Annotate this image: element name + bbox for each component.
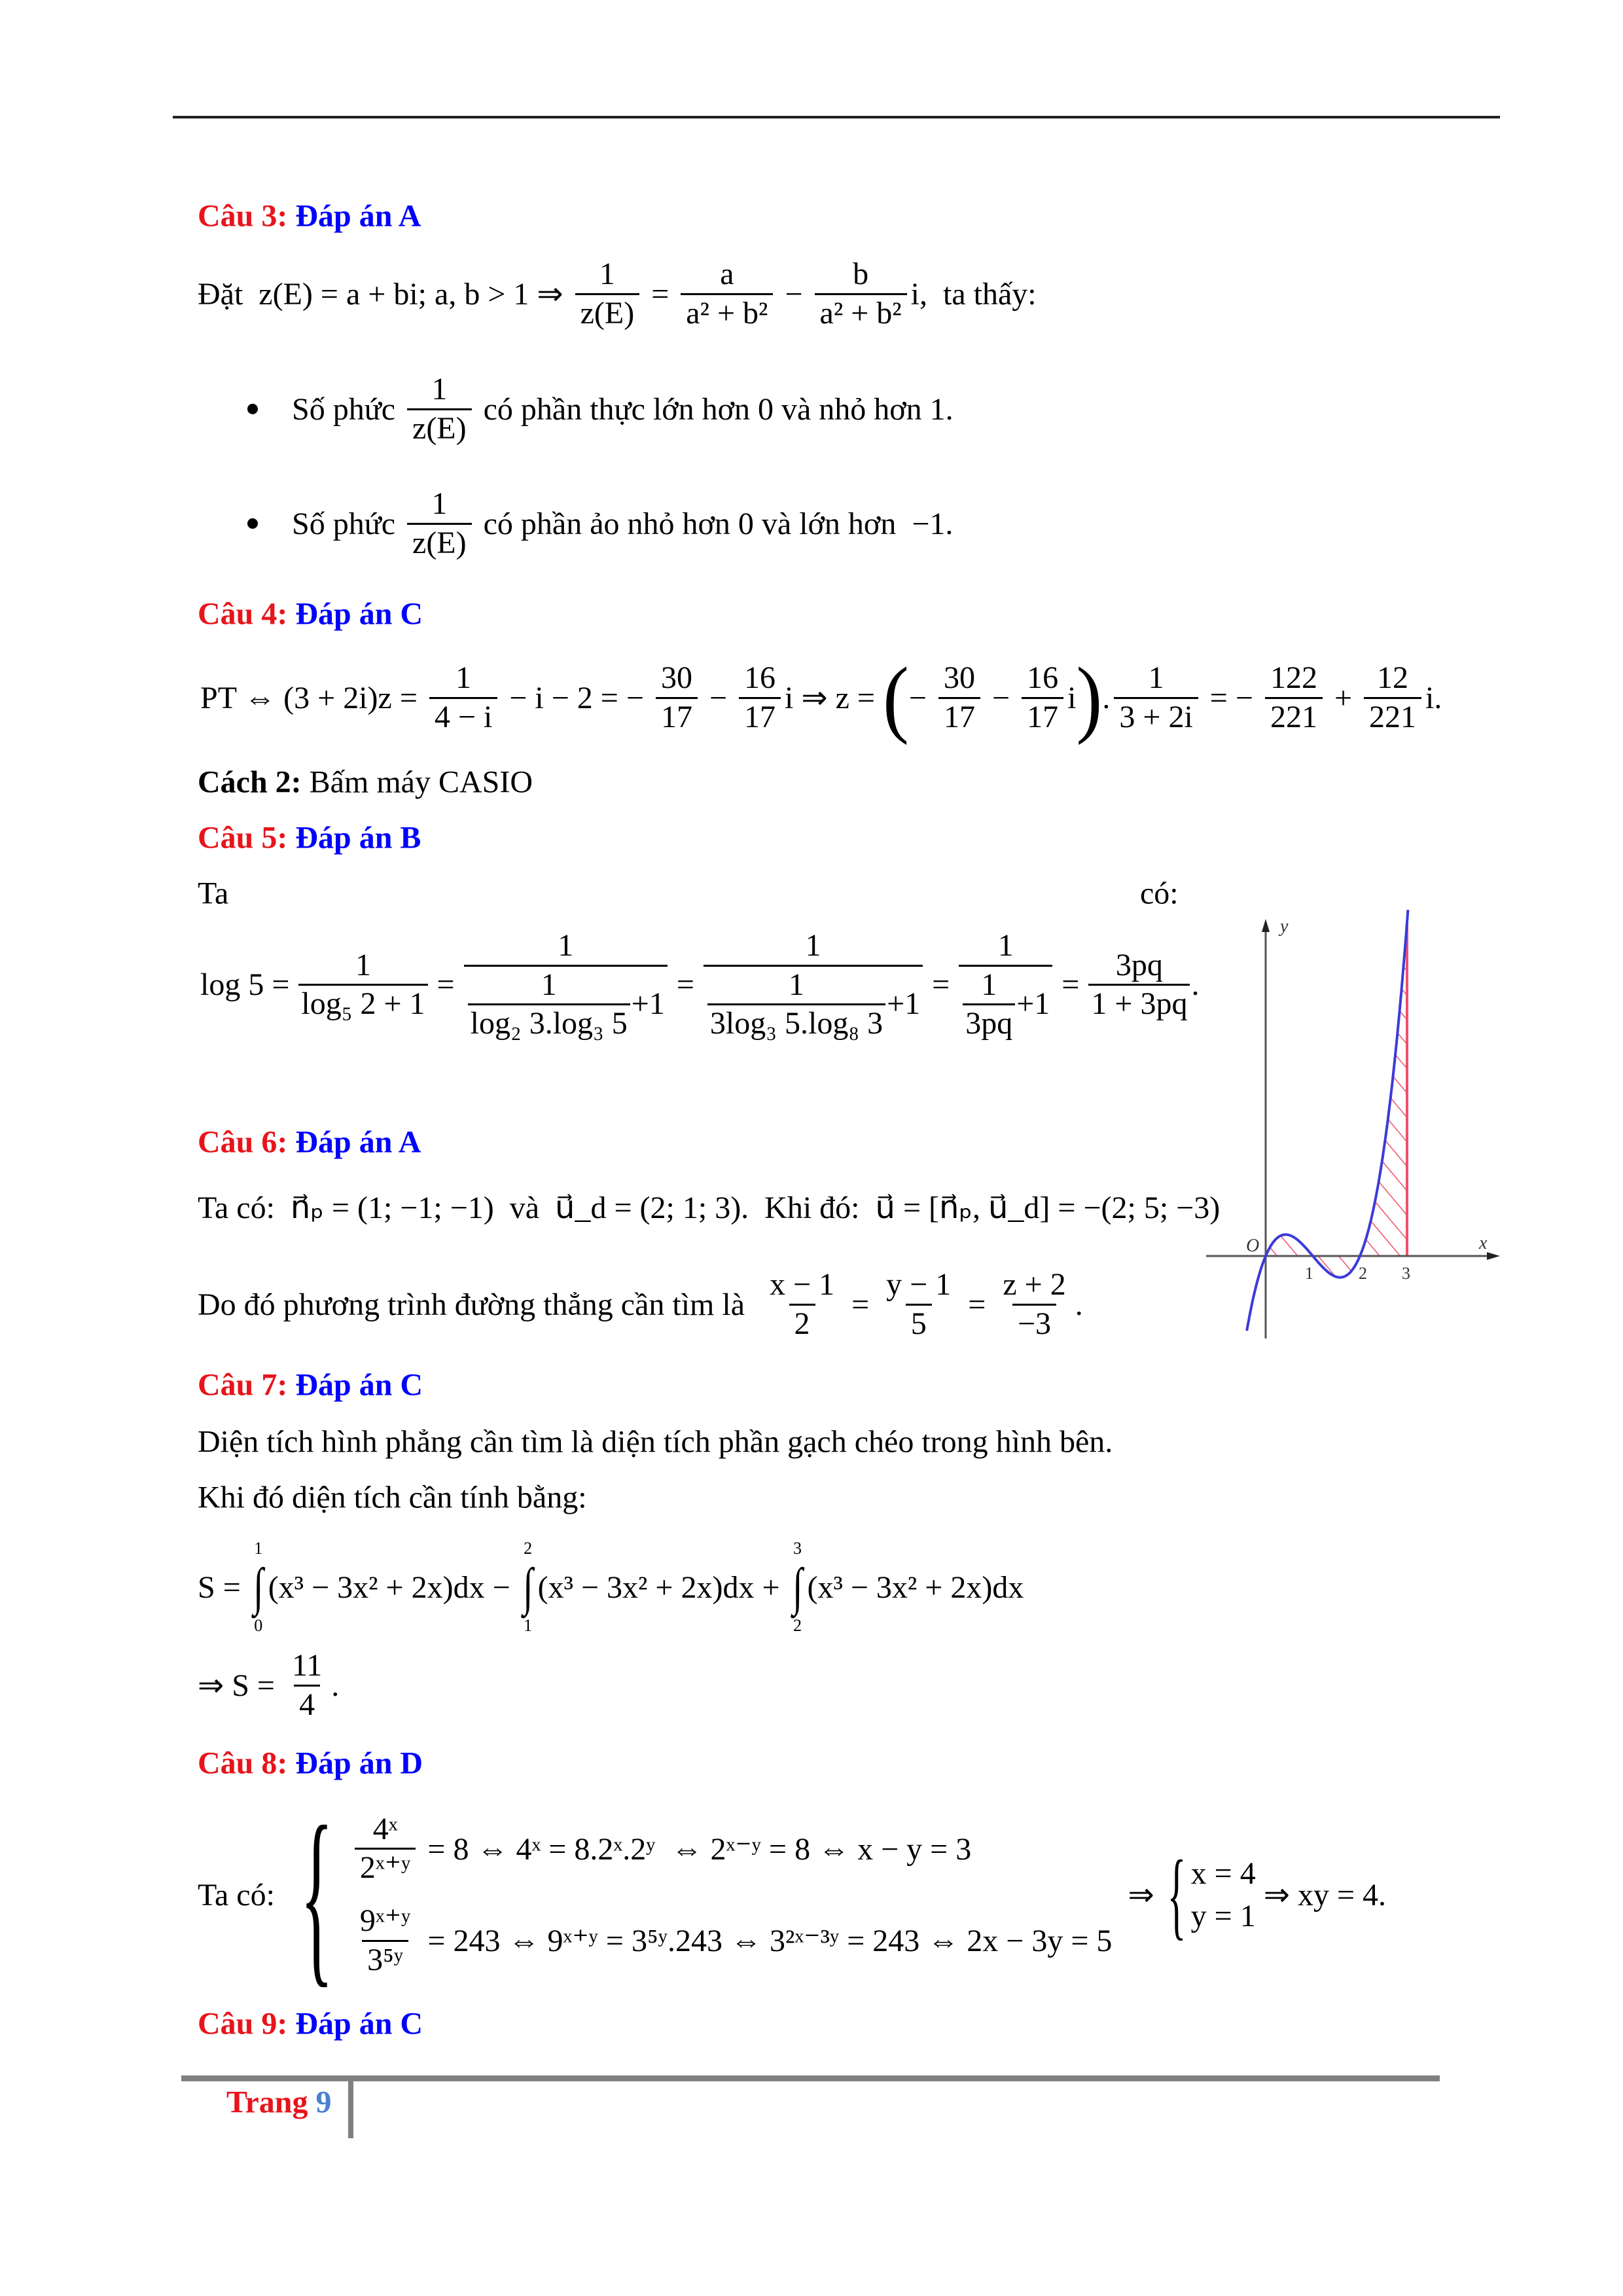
numerator: 11 — [291, 1647, 323, 1683]
y-axis-label: y — [1280, 916, 1289, 937]
denominator: 2ˣ⁺ʸ — [355, 1848, 416, 1887]
fraction — [1022, 660, 1063, 736]
numerator: 1 — [981, 967, 997, 1002]
numerator: b — [853, 256, 869, 291]
lower-limit: 1 — [524, 1616, 533, 1635]
text: − — [701, 680, 736, 715]
numerator: 1 — [355, 947, 371, 982]
text: . — [1102, 680, 1111, 715]
text: ⇒ xy = 4. — [1255, 1878, 1387, 1912]
text: = 243 ⇔ 9ˣ⁺ʸ = 3⁵ʸ.243 ⇔ 3²ˣ⁻³ʸ = 243 ⇔ 2x − 3y = 5 — [419, 1924, 1113, 1959]
text: . — [331, 1668, 340, 1703]
numerator: 4ˣ — [372, 1811, 398, 1846]
text: Do đó phương trình đường thẳng cần tìm là — [198, 1287, 761, 1322]
answer-label: Đáp án C — [295, 2006, 423, 2041]
text: i — [1067, 680, 1077, 715]
denominator: 221 — [1364, 697, 1421, 736]
fraction — [407, 486, 472, 562]
text: + — [1326, 680, 1361, 715]
numerator: 1 — [455, 660, 472, 695]
y-axis-arrow-icon — [1262, 919, 1270, 932]
denominator — [959, 965, 1052, 1043]
equation-row — [351, 1903, 1113, 1979]
answer-label: Đáp án D — [295, 1746, 423, 1781]
q6-line-1 — [198, 1189, 1220, 1226]
answer-label: Đáp án B — [295, 820, 421, 855]
question-label: Câu 8: — [198, 1746, 296, 1781]
fraction — [739, 660, 781, 736]
text: Ta có: — [198, 1877, 283, 1912]
tick-label: 3 — [1402, 1264, 1410, 1283]
x-axis-arrow-icon — [1487, 1252, 1500, 1260]
lower-limit: 0 — [254, 1616, 263, 1635]
text: i ⇒ z = — [785, 681, 883, 715]
text: Ta — [198, 876, 229, 911]
text: = — [1054, 967, 1088, 1003]
q4-method-2 — [198, 764, 533, 800]
text: = — [924, 967, 958, 1003]
numerator: 1 — [431, 486, 448, 521]
q5-co — [1140, 876, 1179, 912]
question-label: Câu 6: — [198, 1124, 296, 1160]
text: = — [668, 967, 702, 1003]
fraction — [707, 967, 885, 1043]
x-axis-label: x — [1479, 1233, 1488, 1253]
text: . — [1075, 1287, 1083, 1322]
question-9-heading — [198, 2006, 423, 2042]
fraction — [468, 967, 630, 1043]
text: Số phức — [292, 506, 404, 541]
fraction — [963, 967, 1015, 1043]
fraction — [764, 1266, 840, 1342]
text: Đặt z(E) = a + bi; a, b > 1 ⇒ — [198, 277, 571, 312]
solution-x: x = 4 — [1190, 1856, 1256, 1891]
fraction — [997, 1266, 1071, 1342]
fraction — [1114, 660, 1198, 736]
denominator: z(E) — [575, 293, 640, 332]
denominator — [704, 965, 923, 1043]
upper-limit: 1 — [254, 1539, 263, 1558]
q7-result — [198, 1647, 339, 1723]
page-number — [226, 2085, 331, 2121]
integrand: (x³ − 3x² + 2x)dx — [537, 1570, 755, 1605]
text: +1 — [1016, 986, 1050, 1022]
integral-sign: 3 ∫ 2 — [792, 1539, 803, 1635]
text: +1 — [631, 986, 665, 1022]
fraction — [938, 660, 980, 736]
q3-bullet-1 — [247, 371, 954, 447]
numerator: a — [720, 256, 734, 291]
fraction — [355, 1903, 416, 1979]
question-7-heading — [198, 1367, 423, 1403]
denominator: 5 — [906, 1304, 932, 1343]
question-label: Câu 9: — [198, 2006, 296, 2041]
method-label: Cách 2: — [198, 764, 302, 800]
fraction — [1364, 660, 1421, 736]
q7-line-1 — [198, 1424, 1113, 1460]
denominator: 17 — [739, 697, 781, 736]
text: ⇒ S = — [198, 1668, 283, 1703]
denominator: 4 − i — [429, 697, 497, 736]
text: = 8 ⇔ 4ˣ = 8.2ˣ.2ʸ ⇔ 2ˣ⁻ʸ = 8 ⇔ x − y = 3 — [419, 1831, 972, 1867]
text: có phần thực lớn hơn 0 và nhỏ hơn 1. — [475, 391, 954, 427]
equation-row — [351, 1811, 1113, 1887]
numerator: 1 — [997, 928, 1014, 963]
denominator: z(E) — [407, 408, 472, 448]
numerator: 1 — [541, 967, 557, 1002]
denominator: −3 — [1012, 1304, 1056, 1343]
numerator: 16 — [1027, 660, 1059, 695]
text: Bấm máy CASIO — [301, 764, 533, 800]
numerator: 1 — [805, 928, 821, 963]
page-value: 9 — [315, 2085, 332, 2120]
text: − — [777, 276, 811, 312]
answer-label: Đáp án A — [295, 1124, 421, 1160]
text: S = — [198, 1570, 249, 1605]
footer-divider — [348, 2078, 353, 2138]
fraction — [355, 1811, 416, 1887]
numerator: x − 1 — [770, 1266, 835, 1302]
denominator: z(E) — [407, 523, 472, 562]
answer-label: Đáp án C — [295, 596, 423, 632]
question-label: Câu 3: — [198, 198, 296, 234]
denominator: 17 — [656, 697, 698, 736]
question-label: Câu 7: — [198, 1367, 296, 1403]
answer-label: Đáp án A — [295, 198, 421, 234]
q7-line-2 — [198, 1480, 587, 1516]
shaded-area — [1266, 922, 1407, 1278]
denominator: 3⁵ʸ — [362, 1940, 408, 1979]
denominator: 3 + 2i — [1114, 697, 1198, 736]
denominator — [464, 965, 668, 1043]
numerator: 30 — [944, 660, 975, 695]
paren-open: ( — [882, 649, 909, 745]
numerator: 30 — [660, 660, 692, 695]
denominator: 4 — [294, 1685, 320, 1724]
fraction — [464, 927, 668, 1043]
text: = — [844, 1287, 878, 1322]
brace-icon: { — [300, 1786, 334, 2003]
upper-limit: 2 — [524, 1539, 533, 1558]
text: log 5 = — [200, 967, 298, 1003]
question-8-heading — [198, 1746, 423, 1782]
q6-line-2 — [198, 1266, 1083, 1342]
fraction — [881, 1266, 956, 1342]
q8-solution — [1128, 1840, 1387, 1949]
text: Diện tích hình phẳng cần tìm là diện tích phần gạch chéo trong hình bên. — [198, 1424, 1113, 1460]
text: . — [1191, 967, 1200, 1003]
fraction — [704, 927, 923, 1043]
upper-limit: 3 — [793, 1539, 802, 1558]
q7-integral — [198, 1540, 1024, 1634]
bullet-icon — [247, 404, 258, 414]
text: +1 — [887, 986, 921, 1022]
text: = — [643, 276, 677, 312]
answer-label: Đáp án C — [295, 1367, 423, 1403]
fraction — [298, 947, 427, 1023]
question-label: Câu 4: — [198, 596, 296, 632]
numerator: 12 — [1377, 660, 1409, 695]
integral-sign: 1 ∫ 0 — [253, 1539, 264, 1635]
text: + — [754, 1570, 788, 1605]
question-5-heading — [198, 820, 421, 856]
fraction — [407, 371, 472, 447]
text: = — [429, 967, 463, 1003]
lower-limit: 2 — [793, 1616, 802, 1635]
denominator: 3log₃ 5.log₈ 3 — [707, 1003, 885, 1043]
denominator: a² + b² — [681, 293, 773, 332]
question-6-heading — [198, 1124, 421, 1160]
text: có: — [1140, 876, 1179, 911]
denominator: 2 — [789, 1304, 815, 1343]
q4-equation — [200, 649, 1442, 745]
paren-close: ) — [1076, 649, 1103, 745]
text: i. — [1425, 680, 1442, 715]
question-3-heading — [198, 198, 421, 234]
text: Số phức — [292, 391, 404, 427]
fraction — [287, 1647, 327, 1723]
denominator: 17 — [1022, 697, 1063, 736]
solution-y: y = 1 — [1190, 1899, 1256, 1933]
fraction — [656, 660, 698, 736]
q5-equation — [200, 927, 1199, 1043]
denominator: 221 — [1265, 697, 1323, 736]
fraction — [429, 660, 497, 736]
header-rule — [173, 116, 1500, 118]
numerator: 1 — [558, 928, 574, 963]
text: có phần ảo nhỏ hơn 0 và lớn hơn −1. — [475, 506, 954, 541]
numerator: 9ˣ⁺ʸ — [359, 1903, 411, 1938]
fraction — [1088, 947, 1190, 1023]
numerator: 1 — [599, 256, 615, 291]
q3-equation — [198, 256, 1037, 332]
q5-ta — [198, 876, 228, 912]
tick-label: 2 — [1359, 1264, 1367, 1283]
tick-label: 1 — [1305, 1264, 1313, 1283]
numerator: 1 — [1148, 660, 1164, 695]
text: Ta có: n⃗ₚ = (1; −1; −1) và u⃗_d = (2; 1; 3). Khi đó: u⃗ = [n⃗ₚ, u⃗_d] = −(2; 5; −3) — [198, 1191, 1221, 1225]
text: = − — [1202, 680, 1261, 715]
cubic-function-graph — [1191, 910, 1505, 1348]
brace-icon: { — [1167, 1840, 1186, 1949]
bullet-icon — [247, 518, 258, 529]
numerator: 3pq — [1115, 947, 1163, 982]
numerator: 16 — [744, 660, 776, 695]
text: i, ta thấy: — [910, 276, 1037, 312]
origin-label: O — [1246, 1236, 1260, 1256]
denominator: a² + b² — [815, 293, 907, 332]
numerator: z + 2 — [1003, 1266, 1066, 1302]
question-label: Câu 5: — [198, 820, 296, 855]
fraction — [959, 927, 1052, 1043]
denominator: 17 — [938, 697, 980, 736]
q8-system — [198, 1786, 1387, 2003]
denominator: log₅ 2 + 1 — [298, 984, 427, 1024]
page-label: Trang — [226, 2085, 316, 2120]
numerator: 1 — [431, 371, 448, 406]
fraction — [681, 256, 773, 332]
text: PT ⇔ (3 + 2i)z = — [200, 680, 425, 715]
footer-rule — [181, 2075, 1440, 2081]
numerator: 122 — [1270, 660, 1317, 695]
text: = — [960, 1287, 994, 1322]
fraction — [575, 256, 640, 332]
text: Khi đó diện tích cần tính bằng: — [198, 1480, 587, 1515]
denominator: 3pq — [963, 1003, 1015, 1043]
denominator: log₂ 3.log₃ 5 — [468, 1003, 630, 1043]
text: ⇒ — [1128, 1878, 1162, 1912]
text: − i − 2 = − — [501, 680, 652, 715]
text: − — [484, 1570, 518, 1605]
question-4-heading — [198, 596, 423, 632]
fraction — [815, 256, 907, 332]
fraction — [1265, 660, 1323, 736]
denominator: 1 + 3pq — [1088, 984, 1190, 1024]
q3-bullet-2 — [247, 486, 953, 562]
equation-system — [283, 1786, 1113, 2003]
numerator: y − 1 — [886, 1266, 952, 1302]
integrand: (x³ − 3x² + 2x)dx — [268, 1570, 485, 1605]
integral-sign: 2 ∫ 1 — [522, 1539, 533, 1635]
integrand: (x³ − 3x² + 2x)dx — [807, 1570, 1024, 1605]
numerator: 1 — [788, 967, 804, 1002]
text: − — [908, 680, 935, 715]
text: − — [984, 680, 1018, 715]
